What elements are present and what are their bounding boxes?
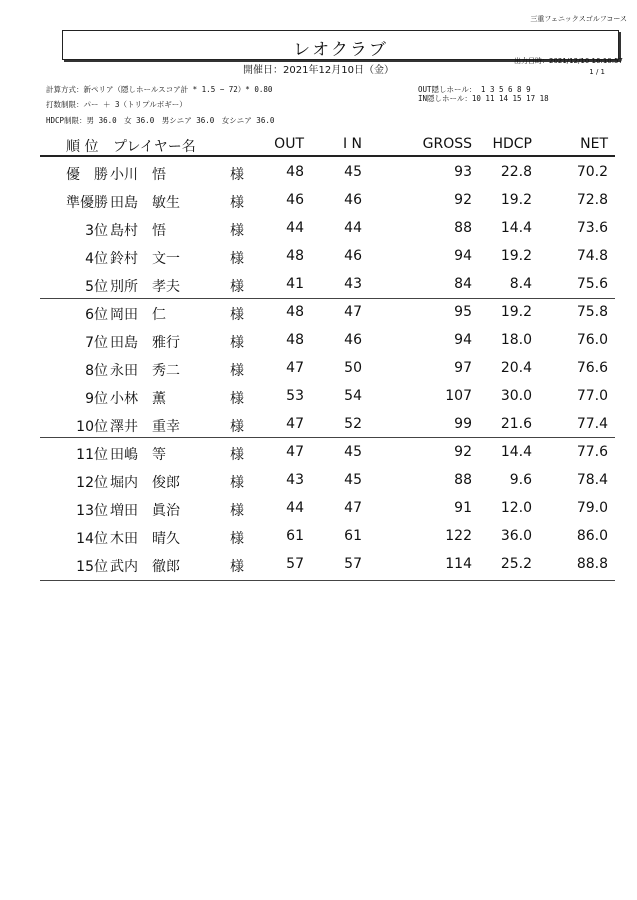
gross-score-cell: 97 xyxy=(454,360,472,376)
rank-header: 順 位 xyxy=(66,139,99,155)
hdcp-cell: 14.4 xyxy=(500,220,532,236)
player-name-header: プレイヤー名 xyxy=(113,139,196,155)
gross-score-cell: 122 xyxy=(445,528,472,544)
out-score-cell: 47 xyxy=(286,360,304,376)
honorific-cell: 様 xyxy=(230,363,244,379)
event-date: 開催日：2021年12月10日（金） xyxy=(243,65,394,76)
honorific-cell: 様 xyxy=(230,167,244,183)
page-title: レオクラブ xyxy=(293,40,388,60)
out-header: OUT xyxy=(274,136,304,152)
page-number: 1 / 1 xyxy=(589,68,605,76)
table-row xyxy=(0,220,637,248)
rank-cell: 12位 xyxy=(76,475,108,491)
rank-cell: 9位 xyxy=(85,391,108,407)
gross-score-cell: 84 xyxy=(454,276,472,292)
hdcp-cell: 25.2 xyxy=(500,556,532,572)
in-score-cell: 61 xyxy=(344,528,362,544)
in-score-cell: 47 xyxy=(344,500,362,516)
gross-score-cell: 91 xyxy=(454,500,472,516)
out-score-cell: 57 xyxy=(286,556,304,572)
net-score-cell: 77.0 xyxy=(576,388,608,404)
table-row xyxy=(0,360,637,388)
out-score-cell: 48 xyxy=(286,164,304,180)
player-name-cell: 武内 徹郎 xyxy=(110,559,180,575)
rank-cell: 11位 xyxy=(76,447,108,463)
rank-cell: 3位 xyxy=(85,223,108,239)
table-row xyxy=(0,164,637,192)
honorific-cell: 様 xyxy=(230,251,244,267)
hdcp-cell: 19.2 xyxy=(500,304,532,320)
out-score-cell: 48 xyxy=(286,332,304,348)
out-hidden-holes: OUT隠しホール： 1 3 5 6 8 9 xyxy=(418,85,531,94)
table-row xyxy=(0,276,637,304)
gross-score-cell: 99 xyxy=(454,416,472,432)
out-score-cell: 53 xyxy=(286,388,304,404)
net-score-cell: 74.8 xyxy=(576,248,608,264)
rank-cell: 準優勝 xyxy=(66,195,108,211)
gross-score-cell: 88 xyxy=(454,472,472,488)
table-row xyxy=(0,500,637,528)
table-row xyxy=(0,332,637,360)
table-row xyxy=(0,304,637,332)
gross-score-cell: 114 xyxy=(445,556,472,572)
in-score-cell: 45 xyxy=(344,444,362,460)
net-score-cell: 79.0 xyxy=(576,500,608,516)
honorific-cell: 様 xyxy=(230,391,244,407)
rank-cell: 10位 xyxy=(76,419,108,435)
table-row xyxy=(0,388,637,416)
honorific-cell: 様 xyxy=(230,335,244,351)
gross-score-cell: 88 xyxy=(454,220,472,236)
net-header: NET xyxy=(580,136,608,152)
output-datetime: 出力日時：2021/12/10 16:10:57 xyxy=(513,57,623,65)
net-score-cell: 78.4 xyxy=(576,472,608,488)
hdcp-cell: 36.0 xyxy=(500,528,532,544)
net-score-cell: 77.6 xyxy=(576,444,608,460)
hdcp-cell: 8.4 xyxy=(509,276,532,292)
header-divider xyxy=(40,155,615,157)
honorific-cell: 様 xyxy=(230,223,244,239)
out-score-cell: 44 xyxy=(286,220,304,236)
player-name-cell: 田嶋 等 xyxy=(110,447,166,463)
in-score-cell: 50 xyxy=(344,360,362,376)
gross-score-cell: 92 xyxy=(454,444,472,460)
rank-cell: 7位 xyxy=(85,335,108,351)
in-score-cell: 45 xyxy=(344,164,362,180)
player-name-cell: 田島 敏生 xyxy=(110,195,180,211)
net-score-cell: 76.6 xyxy=(576,360,608,376)
in-score-cell: 47 xyxy=(344,304,362,320)
in-score-cell: 44 xyxy=(344,220,362,236)
out-score-cell: 43 xyxy=(286,472,304,488)
player-name-cell: 小川 悟 xyxy=(110,167,166,183)
gross-score-cell: 94 xyxy=(454,332,472,348)
in-header: I N xyxy=(342,136,362,152)
hdcp-cell: 21.6 xyxy=(500,416,532,432)
in-score-cell: 54 xyxy=(344,388,362,404)
hdcp-cell: 20.4 xyxy=(500,360,532,376)
hdcp-cell: 14.4 xyxy=(500,444,532,460)
net-score-cell: 75.8 xyxy=(576,304,608,320)
player-name-cell: 澤井 重幸 xyxy=(110,419,180,435)
player-name-cell: 小林 薫 xyxy=(110,391,166,407)
rank-cell: 4位 xyxy=(85,251,108,267)
net-score-cell: 75.6 xyxy=(576,276,608,292)
table-row xyxy=(0,192,637,220)
rank-cell: 15位 xyxy=(76,559,108,575)
hdcp-cell: 18.0 xyxy=(500,332,532,348)
in-score-cell: 43 xyxy=(344,276,362,292)
net-score-cell: 77.4 xyxy=(576,416,608,432)
golf-course-name: 三重フェニックスゴルフコース xyxy=(530,15,627,23)
net-score-cell: 73.6 xyxy=(576,220,608,236)
in-score-cell: 57 xyxy=(344,556,362,572)
table-row xyxy=(0,528,637,556)
honorific-cell: 様 xyxy=(230,531,244,547)
rank-cell: 8位 xyxy=(85,363,108,379)
out-score-cell: 61 xyxy=(286,528,304,544)
player-name-cell: 岡田 仁 xyxy=(110,307,166,323)
group-divider xyxy=(40,298,615,299)
hdcp-cell: 9.6 xyxy=(509,472,532,488)
stroke-limit: 打数制限：パー ＋ 3（トリプルボギー） xyxy=(46,100,187,109)
honorific-cell: 様 xyxy=(230,475,244,491)
table-row xyxy=(0,416,637,444)
in-score-cell: 52 xyxy=(344,416,362,432)
in-hidden-holes: IN隠しホール：10 11 14 15 17 18 xyxy=(418,94,549,103)
hdcp-cell: 19.2 xyxy=(500,248,532,264)
player-name-cell: 増田 眞治 xyxy=(110,503,180,519)
player-name-cell: 鈴村 文一 xyxy=(110,251,180,267)
honorific-cell: 様 xyxy=(230,419,244,435)
gross-score-cell: 95 xyxy=(454,304,472,320)
hdcp-cell: 30.0 xyxy=(500,388,532,404)
honorific-cell: 様 xyxy=(230,195,244,211)
net-score-cell: 86.0 xyxy=(576,528,608,544)
out-score-cell: 41 xyxy=(286,276,304,292)
in-score-cell: 46 xyxy=(344,332,362,348)
hdcp-cell: 12.0 xyxy=(500,500,532,516)
rank-cell: 5位 xyxy=(85,279,108,295)
out-score-cell: 48 xyxy=(286,304,304,320)
honorific-cell: 様 xyxy=(230,447,244,463)
hdcp-limit: HDCP制限：男 36.0 女 36.0 男シニア 36.0 女シニア 36.0 xyxy=(46,116,275,125)
hdcp-header: HDCP xyxy=(492,136,532,152)
out-score-cell: 48 xyxy=(286,248,304,264)
hdcp-cell: 19.2 xyxy=(500,192,532,208)
net-score-cell: 70.2 xyxy=(576,164,608,180)
net-score-cell: 72.8 xyxy=(576,192,608,208)
rank-cell: 6位 xyxy=(85,307,108,323)
net-score-cell: 88.8 xyxy=(576,556,608,572)
rank-cell: 優 勝 xyxy=(66,167,108,183)
table-row xyxy=(0,444,637,472)
table-row xyxy=(0,472,637,500)
honorific-cell: 様 xyxy=(230,307,244,323)
player-name-cell: 木田 晴久 xyxy=(110,531,180,547)
out-score-cell: 46 xyxy=(286,192,304,208)
hdcp-cell: 22.8 xyxy=(500,164,532,180)
calc-method: 計算方式：新ペリア（隠しホールスコア計 * 1.5 − 72）* 0.80 xyxy=(46,85,273,94)
player-name-cell: 堀内 俊郎 xyxy=(110,475,180,491)
rank-cell: 14位 xyxy=(76,531,108,547)
gross-header: GROSS xyxy=(422,136,472,152)
player-name-cell: 田島 雅行 xyxy=(110,335,180,351)
in-score-cell: 46 xyxy=(344,192,362,208)
in-score-cell: 46 xyxy=(344,248,362,264)
player-name-cell: 永田 秀二 xyxy=(110,363,180,379)
in-score-cell: 45 xyxy=(344,472,362,488)
gross-score-cell: 92 xyxy=(454,192,472,208)
gross-score-cell: 93 xyxy=(454,164,472,180)
gross-score-cell: 107 xyxy=(445,388,472,404)
out-score-cell: 44 xyxy=(286,500,304,516)
table-bottom-border xyxy=(40,580,615,581)
gross-score-cell: 94 xyxy=(454,248,472,264)
honorific-cell: 様 xyxy=(230,559,244,575)
honorific-cell: 様 xyxy=(230,279,244,295)
out-score-cell: 47 xyxy=(286,416,304,432)
player-name-cell: 別所 孝夫 xyxy=(110,279,180,295)
honorific-cell: 様 xyxy=(230,503,244,519)
player-name-cell: 島村 悟 xyxy=(110,223,166,239)
net-score-cell: 76.0 xyxy=(576,332,608,348)
group-divider xyxy=(40,437,615,438)
table-row xyxy=(0,248,637,276)
rank-cell: 13位 xyxy=(76,503,108,519)
out-score-cell: 47 xyxy=(286,444,304,460)
